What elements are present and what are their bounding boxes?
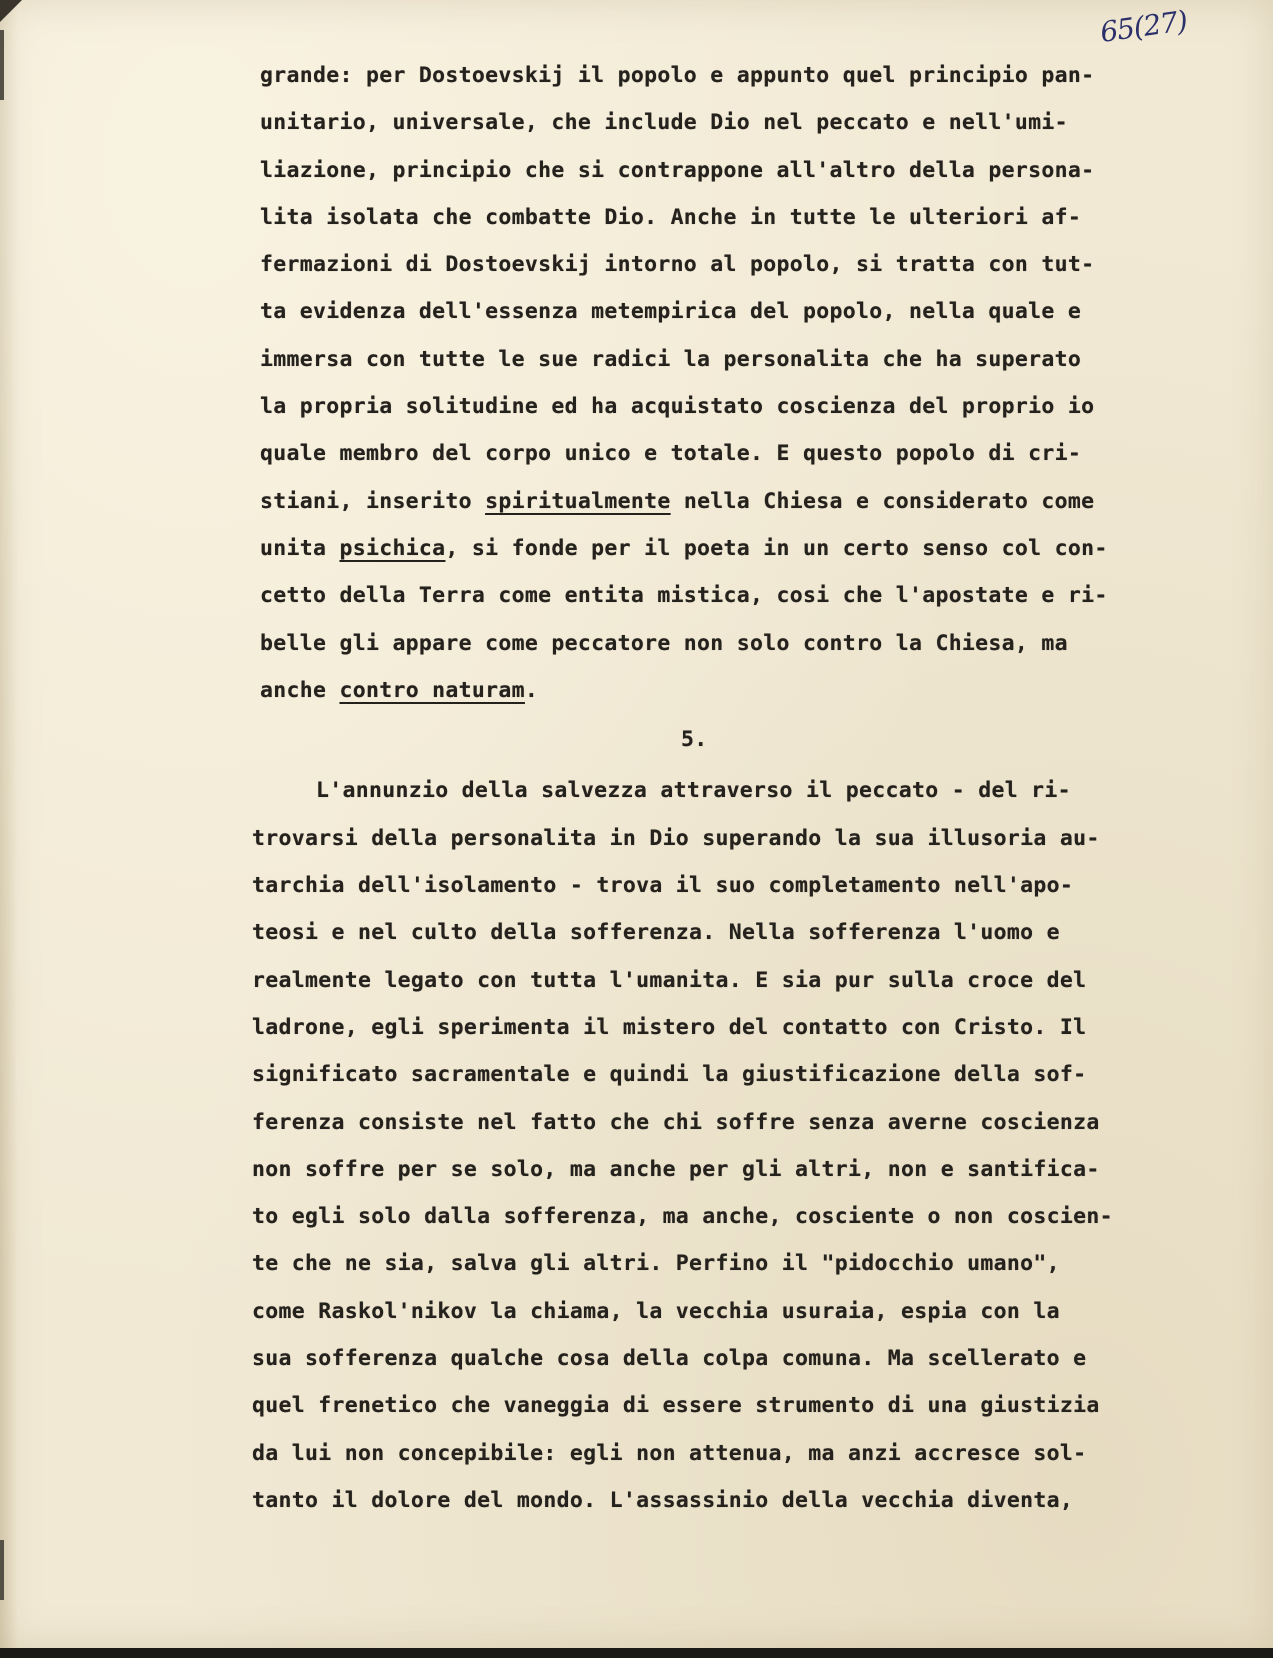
text-run: anche (260, 677, 340, 703)
text-line (252, 1335, 1220, 1382)
text-run: tarchia dell'isolamento - trova il suo completamento nell'apo- (252, 873, 1074, 899)
section-heading: 5. (681, 727, 708, 753)
text-run: liazione, principio che si contrappone all'altro della persona- (260, 157, 1095, 183)
text-line (252, 1477, 1220, 1524)
text-line (252, 862, 1220, 909)
text-line (260, 336, 1220, 383)
text-run: L'annunzio della salvezza attraverso il peccato - del ri- (316, 778, 1071, 804)
text-run: belle gli appare come peccatore non solo contro la Chiesa, ma (260, 630, 1068, 656)
text-line (252, 815, 1220, 862)
text-line (252, 767, 1220, 814)
text-run: unitario, universale, che include Dio nel peccato e nell'umi- (260, 110, 1068, 136)
text-run: ta evidenza dell'essenza metempirica del popolo, nella quale e (260, 299, 1082, 325)
typewritten-text (252, 52, 1220, 1524)
text-run: cetto della Terra come entita mistica, cosi che l'apostate e ri- (260, 583, 1108, 609)
text-line (260, 430, 1220, 477)
text-line (252, 957, 1220, 1004)
text-run: . (524, 677, 539, 703)
text-run: la propria solitudine ed ha acquistato coscienza del proprio io (260, 394, 1095, 420)
text-run: quale membro del corpo unico e totale. E questo popolo di cri- (260, 441, 1082, 467)
text-run: lita isolata che combatte Dio. Anche in tutte le ulteriori af- (260, 204, 1082, 230)
text-run: quel frenetico che vaneggia di essere strumento di una giustizia (252, 1393, 1100, 1419)
underlined-phrase: contro naturam (339, 677, 525, 703)
paragraph (252, 767, 1220, 1524)
text-run: immersa con tutte le sue radici la personalita che ha superato (260, 346, 1082, 372)
text-run: , si fonde per il poeta in un certo senso col con- (445, 535, 1108, 561)
text-line (252, 909, 1220, 956)
text-run: tanto il dolore del mondo. L'assassinio della vecchia diventa, (252, 1487, 1074, 1513)
text-run: te che ne sia, salva gli altri. Perfino il "pidocchio umano", (252, 1251, 1060, 1277)
text-line (252, 1004, 1220, 1051)
text-line (252, 1288, 1220, 1335)
text-line (260, 52, 1220, 99)
text-run: fermazioni di Dostoevskij intorno al popolo, si tratta con tut- (260, 252, 1095, 278)
text-line (260, 147, 1220, 194)
text-line (260, 478, 1220, 525)
text-run: significato sacramentale e quindi la giustificazione della sof- (252, 1062, 1087, 1088)
text-run: da lui non concepibile: egli non attenua, ma anzi accresce sol- (252, 1440, 1087, 1466)
text-run: stiani, inserito (260, 488, 486, 514)
paragraph (260, 52, 1220, 714)
text-run: teosi e nel culto della sofferenza. Nella sofferenza l'uomo e (252, 920, 1060, 946)
text-run: grande: per Dostoevskij il popolo e appunto quel principio pan- (260, 63, 1095, 88)
text-run: come Raskol'nikov la chiama, la vecchia usuraia, espia con la (252, 1298, 1060, 1324)
text-line (252, 1382, 1220, 1429)
text-run: ladrone, egli sperimenta il mistero del contatto con Cristo. Il (252, 1014, 1087, 1040)
text-run: unita (260, 535, 340, 561)
text-line (260, 288, 1220, 335)
text-line (260, 667, 1220, 714)
text-run: non soffre per se solo, ma anche per gli altri, non e santifica- (252, 1156, 1100, 1182)
text-line (260, 99, 1220, 146)
text-line (252, 1051, 1220, 1098)
text-line (260, 572, 1220, 619)
text-line (260, 241, 1220, 288)
text-line (252, 1146, 1220, 1193)
text-line (260, 525, 1220, 572)
text-line (252, 1430, 1220, 1477)
text-line (260, 383, 1220, 430)
text-run: realmente legato con tutta l'umanita. E sia pur sulla croce del (252, 967, 1087, 993)
corner-fold (0, 0, 22, 22)
underlined-phrase: spiritualmente (485, 488, 671, 514)
underlined-phrase: psichica (339, 535, 446, 561)
text-line (260, 194, 1220, 241)
text-line (252, 1099, 1220, 1146)
text-run: trovarsi della personalita in Dio superando la sua illusoria au- (252, 825, 1100, 851)
page-number: 65(27) (1098, 4, 1189, 49)
text-line (252, 1193, 1220, 1240)
text-run: ferenza consiste nel fatto che chi soffre senza averne coscienza (252, 1109, 1100, 1135)
text-run: to egli solo dalla sofferenza, ma anche, cosciente o non coscien- (252, 1204, 1113, 1230)
scan-edge-mark (0, 1540, 4, 1600)
text-run: nella Chiesa e considerato come (670, 488, 1095, 514)
scan-edge-mark (0, 30, 4, 100)
text-line (260, 620, 1220, 667)
text-line (252, 1240, 1220, 1287)
text-run: sua sofferenza qualche cosa della colpa comuna. Ma scellerato e (252, 1346, 1087, 1372)
